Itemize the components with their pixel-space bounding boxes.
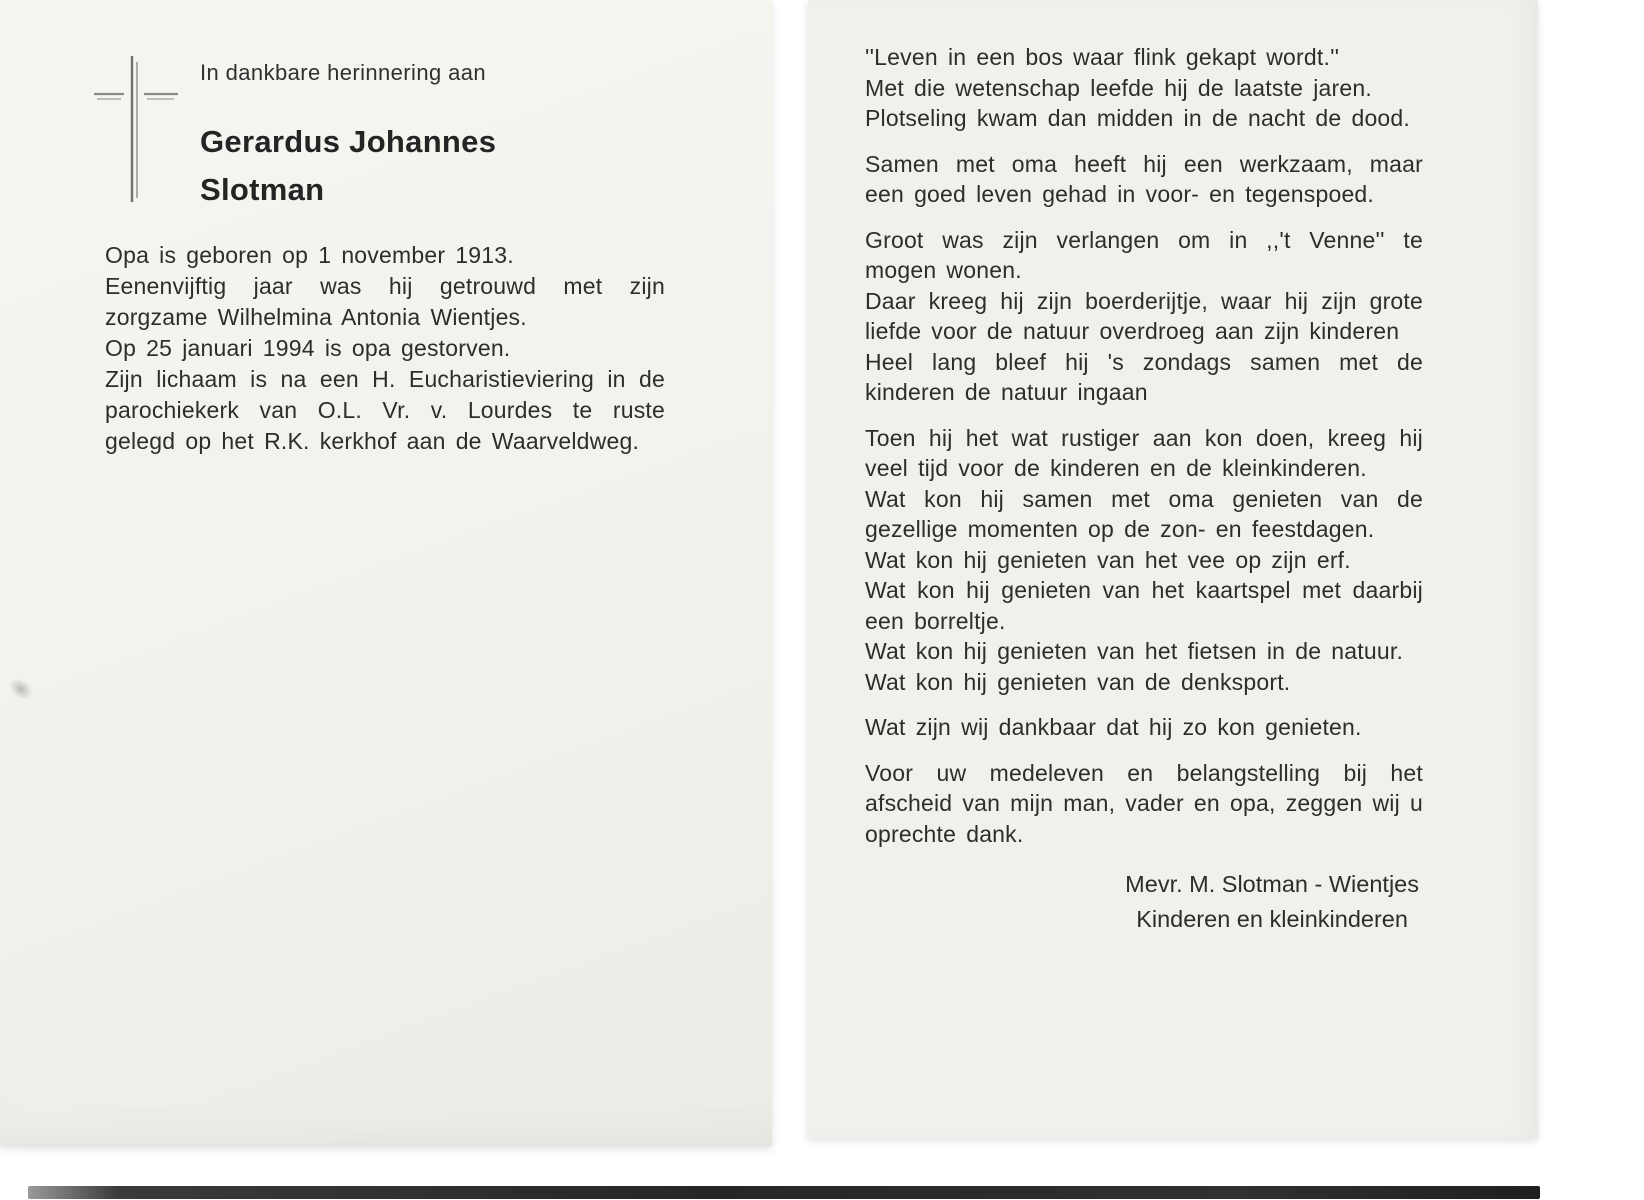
signature-block: [865, 867, 1423, 937]
body-paragraph: ''Leven in een bos waar flink gekapt wordt.'': [865, 44, 1340, 70]
intro-line: In dankbare herinnering aan: [200, 60, 487, 85]
body-paragraph: Daar kreeg hij zijn boerderijtje, waar hij zijn grote liefde voor de natuur overdroeg aan zijn kinderen: [865, 287, 1423, 344]
signature-inner: [1125, 867, 1419, 937]
left-page: [0, 0, 772, 1146]
right-page: [808, 0, 1538, 1138]
right-page-content: [865, 42, 1423, 937]
body-paragraph: Toen hij het wat rustiger aan kon doen, kreeg hij veel tijd voor de kinderen en de kleinkinderen.: [865, 424, 1423, 481]
body-paragraph: Wat zijn wij dankbaar dat hij zo kon genieten.: [865, 714, 1362, 740]
body-paragraph: Heel lang bleef hij 's zondags samen met de kinderen de natuur ingaan: [865, 348, 1423, 405]
body-paragraph: Wat kon hij genieten van het kaartspel met daarbij een borreltje.: [865, 577, 1423, 634]
body-paragraph: Met die wetenschap leefde hij de laatste jaren.: [865, 74, 1372, 101]
scan-edge-artifact: [28, 1186, 1540, 1199]
left-page-content: [105, 60, 665, 457]
deceased-name-line2: Slotman: [200, 172, 325, 207]
body-paragraph: Voor uw medeleven en belangstelling bij het afscheid van mijn man, vader en opa, zeggen wij u oprechte dank.: [865, 759, 1423, 847]
body-paragraph: Groot was zijn verlangen om in ,,'t Venne'' te mogen wonen.: [865, 226, 1423, 283]
left-body-sentence: Op 25 januari 1994 is opa gestorven.: [105, 335, 511, 361]
deceased-name: [200, 118, 665, 214]
signature-family: Kinderen en kleinkinderen: [1136, 906, 1408, 932]
left-body-sentence: Opa is geboren op 1 november 1913.: [105, 242, 514, 268]
body-paragraph: Wat kon hij genieten van het fietsen in de natuur.: [865, 638, 1404, 664]
signature-widow-name: Mevr. M. Slotman - Wientjes: [1125, 871, 1419, 897]
body-paragraph: Wat kon hij genieten van de denksport.: [865, 668, 1291, 695]
body-paragraph: Wat kon hij samen met oma genieten van de gezellige momenten op de zon- en feestdagen.: [865, 485, 1423, 542]
body-paragraph: Plotseling kwam dan midden in de nacht de dood.: [865, 105, 1411, 131]
left-body-sentence: Eenenvijftig jaar was hij getrouwd met zijn zorgzame Wilhelmina Antonia Wientjes.: [105, 273, 665, 330]
left-body-sentence: Zijn lichaam is na een H. Eucharistieviering in de parochiekerk van O.L. Vr. v. Lourdes te ruste gelegd op het R.K. kerkhof aan de Waarveldweg.: [105, 366, 665, 454]
body-paragraph: Samen met oma heeft hij een werkzaam, maar een goed leven gehad in voor- en tegenspoed.: [865, 150, 1423, 207]
deceased-name-line1: Gerardus Johannes: [200, 124, 497, 159]
left-body-text: [105, 240, 665, 457]
body-paragraph: Wat kon hij genieten van het vee op zijn erf.: [865, 546, 1351, 573]
